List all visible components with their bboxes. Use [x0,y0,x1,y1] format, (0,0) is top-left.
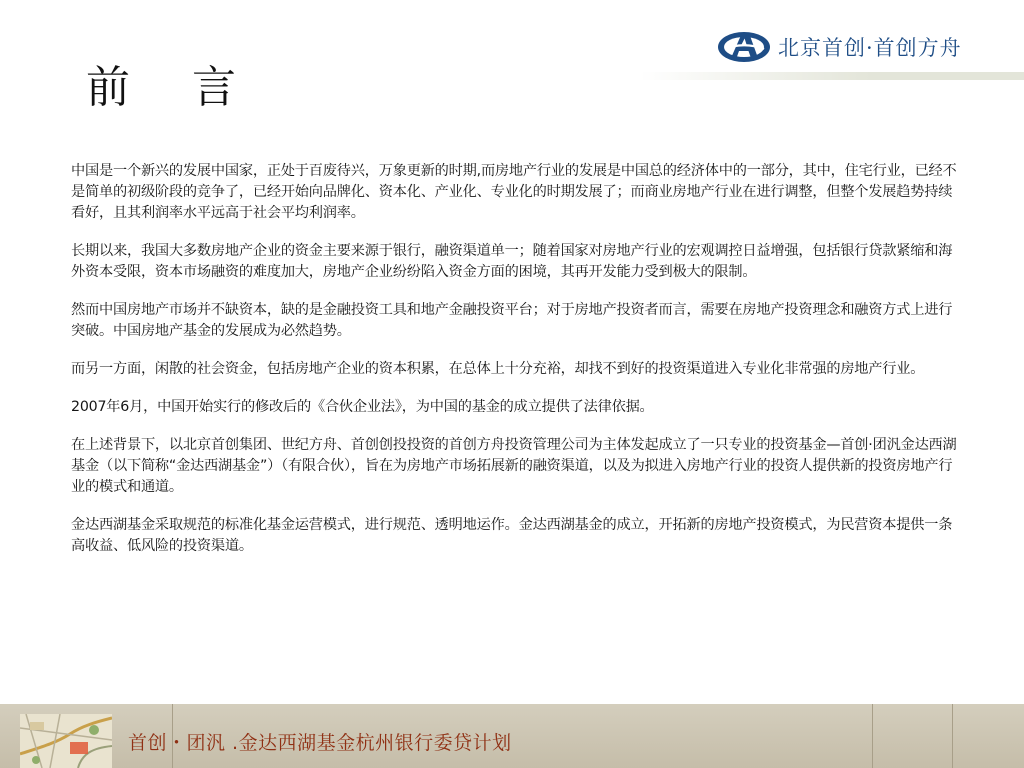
paragraph-3: 然而中国房地产市场并不缺资本，缺的是金融投资工具和地产金融投资平台；对于房地产投资者而言，需要在房地产投资理念和融资方式上进行突破。中国房地产基金的发展成为必然趋势。 [71,302,953,339]
preface-body [71,161,966,574]
header-band [640,72,1024,80]
footer-bar [0,704,1024,768]
page-title: 前言 [86,62,298,113]
paragraph-5: 2007年6月，中国开始实行的修改后的《合伙企业法》，为中国的基金的成立提供了法律依据。 [71,399,654,415]
capital-a-ellipse-logo-icon [716,27,772,67]
paragraph-7: 金达西湖基金采取规范的标准化基金运营模式，进行规范、透明地运作。金达西湖基金的成立，开拓新的房地产投资模式，为民营资本提供一条高收益、低风险的投资渠道。 [71,517,953,554]
footer-project-title: 首创・团汎 .金达西湖基金杭州银行委贷计划 [128,732,512,754]
paragraph-6: 在上述背景下，以北京首创集团、世纪方舟、首创创投投资的首创方舟投资管理公司为主体发起成立了一只专业的投资基金—首创·团汎金达西湖基金（以下简称“金达西湖基金”）（有限合伙），旨在为房地产市场拓展新的融资渠道，以及为拟进入房地产行业的投资人提供新的投资房地产行业的模式和通道。 [71,437,957,495]
paragraph-1: 中国是一个新兴的发展中国家，正处于百废待兴，万象更新的时期,而房地产行业的发展是中国总的经济体中的一部分，其中，住宅行业，已经不是简单的初级阶段的竞争了，已经开始向品牌化、资本化、产业化、专业化的时期发展了；而商业房地产行业在进行调整，但整个发展趋势持续看好，且其利润率水平远高于社会平均利润率。 [71,163,957,221]
footer-divider [872,704,873,768]
paragraph-2: 长期以来，我国大多数房地产企业的资金主要来源于银行，融资渠道单一；随着国家对房地产行业的宏观调控日益增强，包括银行贷款紧缩和海外资本受限，资本市场融资的难度加大，房地产企业纷纷陷入资金方面的困境，其再开发能力受到极大的限制。 [71,243,953,280]
paragraph-4: 而另一方面，闲散的社会资金，包括房地产企业的资本积累，在总体上十分充裕，却找不到好的投资渠道进入专业化非常强的房地产行业。 [71,361,925,377]
map-thumbnail-icon [20,714,112,768]
logo-text: 北京首创·首创方舟 [778,36,962,60]
footer-divider [952,704,953,768]
brand-logo [716,27,962,67]
